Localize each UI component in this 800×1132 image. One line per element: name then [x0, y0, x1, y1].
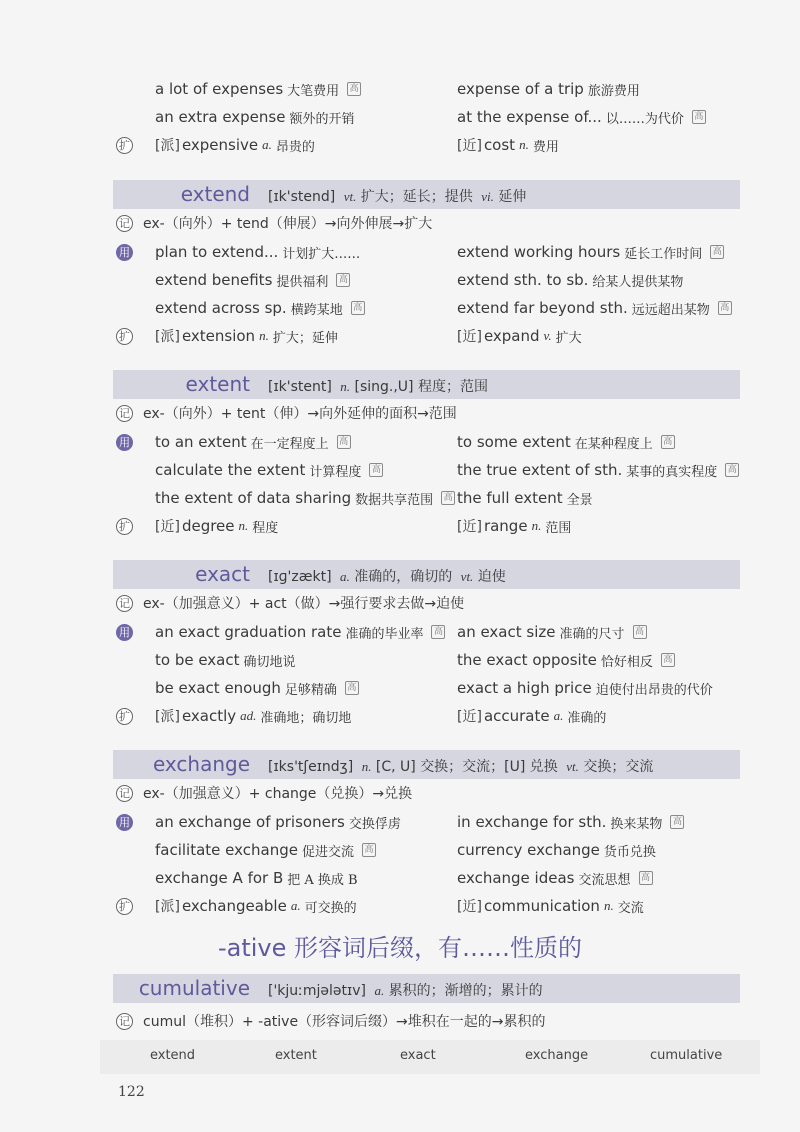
derivative-word: exchangeable [181, 897, 287, 915]
derivative-label: [派] [155, 899, 180, 915]
phrase-row [155, 647, 296, 673]
entry-header-exchange [113, 750, 740, 779]
phrase-en: extend benefits [155, 271, 273, 289]
phrase-en: extend far beyond sth. [457, 299, 628, 317]
phrase-en: the true extent of sth. [457, 461, 623, 479]
frequency-tag: 高 [670, 815, 684, 829]
synonym-label: [近] [457, 329, 482, 345]
phrase-zh: 某事的真实程度 [626, 464, 718, 480]
phrase-en: expense of a trip [457, 80, 584, 98]
synonym-label: [近] [457, 899, 482, 915]
part-of-speech: a. [374, 983, 385, 998]
phrase-en: in exchange for sth. [457, 813, 607, 831]
part-of-speech: a. [553, 708, 564, 723]
part-of-speech: n. [259, 328, 269, 343]
frequency-tag: 高 [661, 653, 675, 667]
synonym-row [457, 893, 644, 919]
derivative-zh: 扩大；延伸 [272, 330, 338, 346]
part-of-speech: n. [361, 759, 372, 774]
synonym-zh: 扩大 [555, 330, 582, 346]
part-of-speech: n. [238, 518, 249, 533]
phrase-zh: 确切地说 [243, 654, 296, 670]
synonym-label: [近] [457, 519, 482, 535]
phrase-en: an exact graduation rate [155, 623, 342, 641]
phrase-row [457, 865, 653, 891]
part-of-speech: a. [340, 569, 350, 584]
phrase-zh: 交换俘虏 [348, 816, 401, 832]
frequency-tag: 高 [710, 245, 724, 259]
section-title: -ative 形容词后缀，有……性质的 [217, 934, 583, 962]
part-of-speech: n. [519, 137, 529, 152]
meaning: [sing.,U] 程度；范围 [354, 379, 488, 395]
synonym-word: range [483, 517, 528, 535]
usage-marker-icon: 用 [116, 624, 133, 641]
frequency-tag: 高 [345, 681, 359, 695]
phrase-row [155, 485, 455, 511]
phrase-en: to some extent [457, 433, 571, 451]
entry-header-cumulative [113, 974, 740, 1003]
phrase-en: currency exchange [457, 841, 600, 859]
phrase-zh: 远远超出某物 [631, 302, 710, 318]
derivative-word: expensive [181, 136, 259, 154]
frequency-tag: 高 [362, 843, 376, 857]
frequency-tag: 高 [718, 301, 732, 315]
memory-marker-icon: 记 [116, 595, 133, 612]
expand-marker-icon: 扩 [116, 518, 133, 535]
etymology: ex-（加强意义）+ act（做）→强行要求去做→迫使 [143, 596, 465, 612]
memory-marker-icon: 记 [116, 405, 133, 422]
phrase-en: an exchange of prisoners [155, 813, 345, 831]
phrase-row [457, 429, 675, 455]
phrase-en: the exact opposite [457, 651, 597, 669]
part-of-speech: ad. [240, 708, 257, 723]
phonetic: [ɪk'stend] [268, 189, 336, 205]
derivative-word: extension [181, 327, 256, 345]
phrase-row [155, 429, 351, 455]
phrase-en: facilitate exchange [155, 841, 298, 859]
derivative-row [155, 703, 351, 729]
headword: exchange [152, 752, 250, 776]
phrase-zh: 交流思想 [578, 872, 631, 888]
phrase-zh: 延长工作时间 [624, 246, 703, 262]
phrase-en: a lot of expenses [155, 80, 284, 98]
expand-marker-icon: 扩 [116, 898, 133, 915]
phonetic: [ɪks'tʃeɪndʒ] [268, 759, 354, 775]
frequency-tag: 高 [369, 463, 383, 477]
headword: extend [180, 182, 250, 206]
phrase-en: extend sth. to sb. [457, 271, 589, 289]
synonym-word: accurate [483, 707, 550, 725]
phrase-row [155, 104, 354, 130]
entry-definition [268, 376, 488, 396]
meaning: [C, U] 交换；交流；[U] 兑换 [375, 759, 558, 775]
phrase-row [457, 647, 675, 673]
part-of-speech: v. [543, 328, 552, 343]
phrase-row [457, 239, 724, 265]
entry-definition [268, 756, 653, 776]
frequency-tag: 高 [633, 625, 647, 639]
phrase-row [457, 619, 647, 645]
phrase-en: an extra expense [155, 108, 286, 126]
word-strip-item: cumulative [650, 1048, 723, 1063]
usage-marker-icon: 用 [116, 814, 133, 831]
phonetic: [ɪɡ'zækt] [268, 569, 332, 585]
phrase-row [155, 457, 383, 483]
meaning: 迫使 [477, 569, 506, 585]
frequency-tag: 高 [351, 301, 365, 315]
derivative-zh: 昂贵的 [275, 139, 315, 155]
derivative-row [155, 323, 338, 349]
phrase-zh: 额外的开销 [289, 111, 355, 127]
phrase-zh: 给某人提供某物 [592, 274, 684, 290]
frequency-tag: 高 [441, 491, 455, 505]
synonym-word: cost [483, 136, 516, 154]
phrase-zh: 大笔费用 [287, 83, 340, 99]
part-of-speech: n. [531, 518, 542, 533]
phrase-row [457, 267, 683, 293]
part-of-speech: vt. [566, 759, 579, 774]
frequency-tag: 高 [347, 82, 361, 96]
derivative-zh: 准确地；确切地 [260, 710, 352, 726]
synonym-label: [近] [155, 519, 180, 535]
phrase-en: plan to extend... [155, 243, 279, 261]
usage-marker-icon: 用 [116, 434, 133, 451]
phrase-row [457, 675, 713, 701]
phrase-zh: 全景 [566, 492, 593, 508]
phrase-zh: 把 A 换成 B [287, 872, 358, 888]
synonym-word: communication [483, 897, 600, 915]
phrase-row [155, 619, 445, 645]
usage-marker-icon: 用 [116, 244, 133, 261]
phrase-zh: 旅游费用 [587, 83, 640, 99]
expand-marker-icon: 扩 [116, 137, 133, 154]
frequency-tag: 高 [639, 871, 653, 885]
phrase-en: exchange A for B [155, 869, 284, 887]
synonym-zh: 交流 [617, 900, 644, 916]
synonym-zh: 费用 [532, 139, 559, 155]
frequency-tag: 高 [431, 625, 445, 639]
synonym-zh: 准确的 [567, 710, 607, 726]
phrase-row [457, 837, 656, 863]
frequency-tag: 高 [337, 435, 351, 449]
phrase-row [155, 239, 360, 265]
entry-header-exact [113, 560, 740, 589]
headword: extent [185, 372, 250, 396]
etymology: cumul（堆积）+ -ative（形容词后缀）→堆积在一起的→累积的 [143, 1014, 546, 1030]
phrase-en: at the expense of... [457, 108, 602, 126]
phrase-zh: 在某种程度上 [574, 436, 653, 452]
part-of-speech: vt. [460, 569, 474, 584]
phrase-en: exact a high price [457, 679, 592, 697]
word-strip-item: extend [150, 1048, 196, 1063]
synonym-row [155, 513, 278, 539]
part-of-speech: n. [340, 379, 351, 394]
meaning: 累积的；渐增的；累计的 [388, 983, 543, 999]
entry-definition [268, 566, 506, 586]
phrase-en: an exact size [457, 623, 556, 641]
phrase-zh: 促进交流 [301, 844, 354, 860]
headword: exact [195, 562, 250, 586]
phrase-en: extend working hours [457, 243, 621, 261]
phrase-row [457, 809, 684, 835]
synonym-label: [近] [457, 709, 482, 725]
phrase-zh: 计划扩大…… [282, 246, 361, 262]
derivative-label: [派] [155, 138, 180, 154]
word-strip-item: exchange [525, 1048, 589, 1063]
phrase-en: to an extent [155, 433, 247, 451]
frequency-tag: 高 [692, 110, 706, 124]
phrase-zh: 提供福利 [276, 274, 329, 290]
synonym-row [457, 703, 606, 729]
part-of-speech: a. [262, 137, 272, 152]
synonym-word: degree [181, 517, 235, 535]
phrase-en: exchange ideas [457, 869, 575, 887]
frequency-tag: 高 [661, 435, 675, 449]
synonym-zh: 程度 [252, 520, 279, 536]
frequency-tag: 高 [725, 463, 739, 477]
synonym-row [457, 132, 559, 158]
synonym-label: [近] [457, 138, 482, 154]
phrase-zh: 横跨某地 [290, 302, 343, 318]
phrase-zh: 恰好相反 [600, 654, 653, 670]
meaning: 交换；交流 [583, 759, 654, 775]
etymology: ex-（加强意义）+ change（兑换）→兑换 [143, 786, 413, 802]
entry-header-extent [113, 370, 740, 399]
frequency-tag: 高 [336, 273, 350, 287]
expand-marker-icon: 扩 [116, 708, 133, 725]
phrase-zh: 准确的毕业率 [345, 626, 424, 642]
headword: cumulative [138, 976, 250, 1000]
word-strip-item: exact [400, 1048, 436, 1063]
phrase-en: to be exact [155, 651, 240, 669]
phrase-zh: 在一定程度上 [250, 436, 329, 452]
phrase-row [457, 104, 706, 130]
phrase-en: the extent of data sharing [155, 489, 352, 507]
synonym-zh: 范围 [545, 520, 572, 536]
derivative-row [155, 132, 315, 158]
phrase-row [155, 809, 401, 835]
phrase-zh: 足够精确 [284, 682, 337, 698]
phrase-row [155, 837, 376, 863]
phrase-en: be exact enough [155, 679, 281, 697]
phrase-zh: 以……为代价 [605, 111, 684, 127]
phrase-row [155, 295, 365, 321]
etymology: ex-（向外）+ tent（伸）→向外延伸的面积→范围 [143, 406, 457, 422]
derivative-label: [派] [155, 329, 180, 345]
phonetic: ['kjuːmjələtɪv] [268, 983, 366, 999]
phrase-row [155, 76, 361, 102]
entry-definition [268, 186, 526, 206]
memory-marker-icon: 记 [116, 1013, 133, 1030]
page-number: 122 [118, 1084, 145, 1100]
meaning: 准确的，确切的 [354, 569, 453, 585]
derivative-word: exactly [181, 707, 237, 725]
word-strip-item: extent [275, 1048, 317, 1063]
phrase-en: the full extent [457, 489, 563, 507]
part-of-speech: vt. [343, 189, 357, 204]
entry-header-extend [113, 180, 740, 209]
phrase-row [457, 485, 593, 511]
part-of-speech: n. [603, 898, 614, 913]
phrase-zh: 准确的尺寸 [559, 626, 625, 642]
phrase-row [457, 295, 732, 321]
meaning: 扩大；延长；提供 [360, 189, 473, 205]
derivative-zh: 可交换的 [304, 900, 357, 916]
phrase-row [155, 865, 358, 891]
phrase-zh: 计算程度 [309, 464, 362, 480]
meaning: 延伸 [498, 189, 527, 205]
part-of-speech: vi. [481, 189, 494, 204]
synonym-word: expand [483, 327, 540, 345]
phrase-zh: 迫使付出昂贵的代价 [595, 682, 713, 698]
phrase-en: calculate the extent [155, 461, 306, 479]
phrase-zh: 货币兑换 [603, 844, 656, 860]
phrase-row [457, 76, 640, 102]
derivative-label: [派] [155, 709, 180, 725]
etymology: ex-（向外）+ tend（伸展）→向外伸展→扩大 [143, 216, 433, 232]
phrase-row [155, 675, 359, 701]
phrase-row [457, 457, 739, 483]
part-of-speech: a. [290, 898, 301, 913]
phonetic: [ɪk'stent] [268, 379, 332, 395]
entry-definition [268, 980, 543, 1000]
memory-marker-icon: 记 [116, 785, 133, 802]
phrase-en: extend across sp. [155, 299, 287, 317]
synonym-row [457, 513, 571, 539]
phrase-zh: 数据共享范围 [355, 492, 434, 508]
synonym-row [457, 323, 582, 349]
memory-marker-icon: 记 [116, 215, 133, 232]
expand-marker-icon: 扩 [116, 328, 133, 345]
phrase-row [155, 267, 350, 293]
derivative-row [155, 893, 357, 919]
phrase-zh: 换来某物 [610, 816, 663, 832]
